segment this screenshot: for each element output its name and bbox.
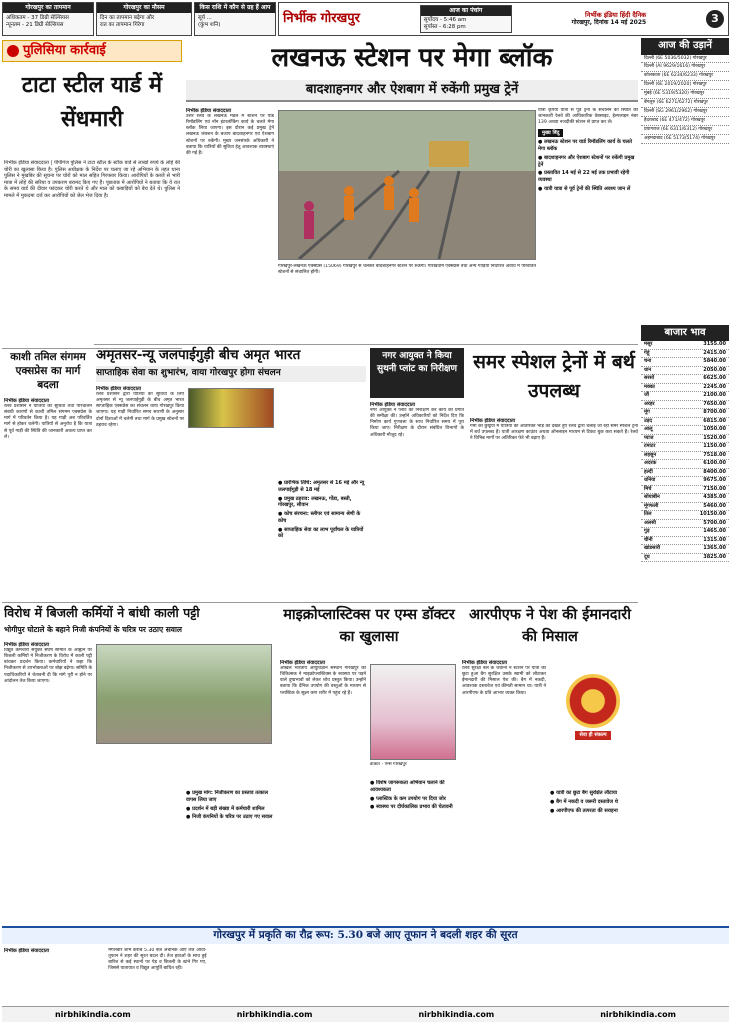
kashi-text: रेलवे प्रशासन ने यात्रियों की सुविधा तथा परिचालन संबंधी कारणों से काशी तमिल संगमम एक्सप्रेस के मार्ग में परिवर्तन किया है। यह गाड़ी अब परिवर्तित मार्ग से होकर चलेगी। यात्रियों से अनुरोध है कि यात्रा से पूर्व गाड़ी की स्थिति की जानकारी अवश्य प्राप्त कर लें। — [4, 404, 92, 440]
amrit-highlight: ● कोच संरचना: स्लीपर एवं सामान्य श्रेणी के कोच — [278, 511, 366, 525]
market-row — [641, 511, 729, 520]
bijli-headline-box — [4, 604, 274, 624]
market-item: उड़द — [644, 417, 653, 424]
market-price: 2100.00 — [703, 392, 726, 398]
market-item: सरसों — [644, 375, 655, 381]
samar-body — [470, 418, 638, 598]
amrit-subhead: साप्ताहिक सेवा का शुभारंभ, वाया गोरखपुर होगा संचलन — [96, 368, 281, 378]
market-row — [641, 443, 729, 452]
market-price: 7150.00 — [703, 485, 726, 492]
bijli-col1 — [4, 642, 92, 924]
market-price: 3825.00 — [703, 553, 726, 560]
micro-byline: निर्भीक इंडिया संवाददाता — [280, 660, 326, 666]
temperature-box — [2, 2, 94, 36]
market-price: 1150.00 — [703, 443, 726, 449]
flight-item: अहमदाबाद (6E 5173/5174) गोरखपुर — [641, 135, 729, 144]
lead-col1 — [186, 108, 274, 258]
rpf-highlights — [550, 790, 638, 814]
flight-item: कोलकाता (6E 6234/6233) गोरखपुर — [641, 72, 729, 81]
market-item: आलू — [644, 426, 653, 432]
market-row — [641, 469, 729, 478]
market-row — [641, 486, 729, 495]
doctor-caption: डॉक्टर - एम्स गोरखपुर — [370, 762, 407, 767]
amrit-col1 — [96, 386, 184, 596]
market-list — [641, 341, 729, 562]
market-price: 2050.00 — [703, 366, 726, 373]
market-row — [641, 545, 729, 554]
market-item: मक्का — [644, 383, 655, 390]
weather-title: गोरखपुर का मौसम — [97, 3, 191, 13]
tata-story-headline-box — [4, 68, 180, 158]
bottom-headline-band — [2, 926, 729, 944]
rpf-byline: निर्भीक इंडिया संवाददाता — [462, 660, 508, 666]
micro-highlight: ● प्लास्टिक के कम उपयोग पर दिया जोर — [370, 796, 456, 803]
lead-body-under-photo — [278, 264, 536, 342]
flights-list — [641, 55, 729, 321]
temperature-title: गोरखपुर का तापमान — [3, 3, 93, 13]
market-item: मसूर — [644, 341, 653, 347]
market-price: 8400.00 — [703, 468, 726, 475]
flight-item: दिल्ली (SG 2961/2962) गोरखपुर — [641, 108, 729, 117]
lead-highlight: ● प्रस्तावित 14 मई से 22 मई तक प्रभावी रहेगी व्यवस्था — [538, 170, 638, 184]
market-price: 7650.00 — [703, 400, 726, 407]
market-item: खांडसारी — [644, 545, 661, 551]
market-row — [641, 520, 729, 529]
market-price: 1465.00 — [703, 528, 726, 534]
panchang-box — [420, 5, 512, 33]
amrit-highlights — [278, 480, 366, 540]
lead-subhead: बादशाहनगर और ऐशबाग में रुकेंगी प्रमुख ट्रेनें — [305, 82, 519, 97]
amrit-body: रेलवे प्रशासन द्वारा यात्रियों की सुविधा के लिए अमृतसर से न्यू जलपाईगुड़ी के बीच अमृत भारत साप्ताहिक एक्सप्रेस का संचलन वाया गोरखपुर किया जाएगा। यह गाड़ी निर्धारित समय सारणी के अनुसार दोनों दिशाओं में चलेगी तथा मार्ग के प्रमुख स्टेशनों पर ठहराव रहेगा। — [96, 392, 184, 428]
min-temp: न्यूनतम - 21 डिग्री सेल्सियस — [6, 22, 64, 29]
page-number: 3 — [706, 10, 724, 28]
market-item: तिल — [644, 511, 652, 517]
market-row — [641, 401, 729, 410]
rpf-body: रेलवे सुरक्षा बल के जवानों ने स्टेशन पर यात्री का छूटा हुआ बैग सुरक्षित उसके स्वामी को लौटाकर ईमानदारी की मिसाल पेश की। बैग में नकदी, आवश्यक दस्तावेज एवं कीमती सामान था। यात्री ने आरपीएफ के प्रति आभार व्यक्त किया। — [462, 666, 546, 696]
market-price: 5840.00 — [703, 358, 726, 364]
rashi-box — [194, 2, 276, 36]
doctor-caption-box — [370, 762, 456, 772]
market-row — [641, 409, 729, 418]
kashi-headline: काशी तमिल संगमम एक्सप्रेस का मार्ग बदला — [10, 351, 86, 392]
flight-item: दिल्ली (AI 9629/1616) गोरखपुर — [641, 63, 729, 72]
market-row — [641, 452, 729, 461]
bijli-highlights — [186, 790, 274, 821]
market-row — [641, 460, 729, 469]
micro-headline: माइक्रोप्लास्टिक्स पर एम्स डॉक्टर का खुलासा — [283, 606, 455, 645]
lead-highlight: ● बादशाहनगर और ऐशबाग स्टेशनों पर रुकेंगी प्रमुख ट्रेनें — [538, 155, 638, 169]
kicker-text: पुलिसिया कार्रवाई — [23, 42, 106, 58]
market-item: सोयाबीन — [644, 494, 660, 500]
bottom-headline: गोरखपुर में प्रकृति का रौद्र रूप: 5.30 बजे आए तूफान ने बदली शहर की सूरत — [213, 929, 518, 942]
lead-col-right — [538, 108, 638, 288]
rpf-badge-text: सेवा ही संकल्प — [575, 731, 610, 739]
market-item: धनिया — [644, 477, 656, 483]
rpf-emblem-icon — [566, 674, 620, 728]
rashi-line1: सूर्य ... — [198, 14, 212, 21]
amrit-train-photo — [188, 388, 274, 428]
samar-headline: समर स्पेशल ट्रेनों में बर्थ उपलब्ध — [473, 351, 635, 403]
bijli-headline: विरोध में बिजली कर्मियों ने बांधी काली पट्टी — [4, 605, 200, 620]
weather-box — [96, 2, 192, 36]
micro-highlights-box — [370, 780, 456, 922]
market-row — [641, 392, 729, 401]
market-item: लहसुन — [644, 451, 657, 458]
amrit-headline: अमृतसर-न्यू जलपाईगुड़ी बीच अमृत भारत — [96, 347, 301, 363]
amrit-subhead-box — [96, 366, 366, 382]
micro-highlight: ● विशेष जागरूकता अभियान चलाने की आवश्यकता — [370, 780, 456, 794]
market-price: 5460.00 — [703, 502, 726, 509]
kashi-headline-box — [4, 350, 92, 394]
nagar-body — [370, 402, 464, 598]
market-item: चना — [644, 358, 652, 364]
bijli-highlight: ● प्रमुख मांग: निजीकरण का प्रस्ताव तत्काल वापस लिया जाए — [186, 790, 274, 804]
rpf-highlight: ● यात्री का छूटा बैग सुरक्षित लौटाया — [550, 790, 638, 797]
market-row — [641, 341, 729, 350]
sunrise: सूर्योदय - 5:46 am — [423, 16, 467, 23]
bottom-text: मंगलवार शाम करीब 5.30 बजे अचानक आए तेज आंधी-तूफान ने शहर की सूरत बदल दी। तेज हवाओं के साथ हुई बारिश से कई स्थानों पर पेड़ व बिजली के खंभे गिर गए, जिससे यातायात व विद्युत आपूर्ति बाधित रही। — [108, 948, 207, 972]
bijli-subhead-box — [4, 624, 274, 638]
panchang-title: आज का पंचांग — [421, 6, 511, 16]
market-item: हल्दी — [644, 468, 653, 475]
market-row — [641, 375, 729, 384]
edition-name: निर्भीक इंडिया हिंदी दैनिक — [585, 11, 647, 20]
lead-highlight: ● यात्री यात्रा से पूर्व ट्रेनों की स्थिति अवश्य जान लें — [538, 186, 638, 193]
market-item: चीनी — [644, 536, 653, 543]
bottom-byline: निर्भीक इंडिया संवाददाता — [4, 948, 50, 954]
footer-url[interactable]: nirbhikindia.com — [600, 1009, 677, 1019]
nagar-byline: निर्भीक इंडिया संवाददाता — [370, 402, 416, 408]
samar-byline: निर्भीक इंडिया संवाददाता — [470, 418, 516, 424]
amrit-highlights-box — [278, 480, 366, 600]
market-item: प्याज — [644, 434, 654, 441]
footer — [2, 1006, 729, 1022]
market-item: मूंगफली — [644, 502, 659, 509]
bijli-byline: निर्भीक इंडिया संवाददाता — [4, 642, 50, 648]
market-price: 3155.00 — [703, 341, 726, 347]
market-row — [641, 418, 729, 427]
market-price: 2415.00 — [703, 349, 726, 356]
market-price: 10150.00 — [699, 511, 726, 517]
lead-highlights-title: मुख्य बिंदु — [538, 129, 563, 137]
market-item: मूंग — [644, 409, 650, 415]
kashi-body — [4, 398, 92, 618]
micro-body: अखिल भारतीय आयुर्विज्ञान संस्थान गोरखपुर की चिकित्सक ने माइक्रोप्लास्टिक्स के स्वास्थ्य पर पड़ने वाले दुष्प्रभावों को लेकर शोध प्रस्तुत किया। उन्होंने बताया कि दैनिक उपयोग की वस्तुओं के माध्यम से प्लास्टिक के सूक्ष्म कण शरीर में पहुंच रहे हैं। — [280, 666, 366, 696]
market-row — [641, 477, 729, 486]
doctor-portrait-photo — [370, 664, 456, 760]
flight-item: बेंगलुरु (6E 6271/6272) गोरखपुर — [641, 99, 729, 108]
amrit-highlight: ● प्रारंभिक तिथि: अमृतसर से 16 मई और न्यू जलपाईगुड़ी से 18 मई — [278, 480, 366, 494]
amrit-highlight: ● साप्ताहिक सेवा का लाभ पूर्वांचल के यात्रियों को — [278, 527, 366, 541]
market-row — [641, 384, 729, 393]
bijli-subhead: भोगीपुर घोटाले के बहाने निजी कंपनियों के चरित्र पर उठाए सवाल — [4, 625, 182, 634]
right-column — [641, 38, 729, 926]
lead-body1: उत्तर रेलवे के लखनऊ मंडल में स्टेशन पर यार्ड रिमॉडलिंग एवं नॉन इंटरलॉकिंग कार्य के चलते मेगा ब्लॉक लिया जाएगा। इस दौरान कई प्रमुख ट्रेनें लखनऊ जंक्शन के बजाय बादशाहनगर एवं ऐशबाग स्टेशनों पर रुकेंगी। मुख्य जनसंपर्क अधिकारी ने बताया कि यात्रियों की सुविधा हेतु आवश्यक व्यवस्थाएं की गई हैं। — [186, 114, 274, 156]
rpf-highlight: ● बैग में नकदी व जरूरी दस्तावेज थे — [550, 799, 638, 806]
lead-headline: लखनऊ स्टेशन पर मेगा ब्लॉक — [271, 43, 553, 73]
flights-title: आज की उड़ानें — [641, 38, 729, 55]
tata-body: निर्भीक इंडिया संवाददाता | पीपीगंज पुलिस ने टाटा स्टील के स्टॉक यार्ड से लाखों रुपये के लोहे की चोरी का खुलासा किया है। पुलिस अधीक्षक के निर्देश पर चलाए जा रहे अभियान के तहत थाना पुलिस ने मुखबिर की सूचना पर चोरों को माल सहित गिरफ्तार किया। आरोपियों के कब्जे से भारी मात्रा में लोहे की सरिया व उपकरण बरामद किए गए हैं। पूछताछ में आरोपियों ने बताया कि वे रात के समय यार्ड की दीवार फांदकर चोरी करते थे और माल को कबाड़ियों को बेच देते थे। पुलिस ने मामले में मुकदमा दर्ज कर आरोपियों को जेल भेज दिया है। — [4, 160, 180, 199]
railway-track-photo — [278, 110, 536, 260]
police-badge-icon — [7, 45, 19, 57]
market-item: अलसी — [644, 519, 656, 526]
market-item: टमाटर — [644, 443, 656, 449]
market-item: गेहूं — [644, 349, 650, 356]
market-row — [641, 426, 729, 435]
market-price: 5700.00 — [703, 519, 726, 526]
samar-text: गर्मी की छुट्टियों में यात्रियों की अतिरिक्त भीड़ को देखते हुए रेलवे द्वारा चलाई जा रही समर स्पेशल ट्रेनों में बर्थ उपलब्ध हैं। यात्री आरक्षण काउंटर अथवा ऑनलाइन माध्यम से टिकट बुक करा सकते हैं। रेलवे ने विभिन्न मार्गों पर अतिरिक्त फेरे भी बढ़ाए हैं। — [470, 424, 638, 442]
nagar-text: नगर आयुक्त ने प्लांट का निरीक्षण कर कार्य की प्रगति की समीक्षा की। उन्होंने अधिकारियों को निर्देश दिए कि निर्माण कार्य गुणवत्ता के साथ निर्धारित समय में पूरा किया जाए। निरीक्षण के दौरान संबंधित विभागों के अधिकारी मौजूद रहे। — [370, 408, 464, 438]
market-price: 9675.00 — [703, 477, 726, 483]
market-row — [641, 435, 729, 444]
rpf-headline-box — [462, 604, 638, 656]
lead-body2: गोरखपुर-लखनऊ एक्सप्रेस (15069) गोरखपुर से चलकर बादशाहनगर स्टेशन पर रुकेगी। गोरखधाम एक्सप्रेस तथा अन्य गाड़ियां निर्धारित अवधि में परिवर्तित स्टेशनों से संचालित होंगी। — [278, 264, 536, 276]
amrit-highlight: ● प्रमुख ठहराव: लखनऊ, गोंडा, बस्ती, गोरखपुर, सीवान — [278, 496, 366, 510]
market-price: 6625.00 — [703, 375, 726, 381]
market-row — [641, 503, 729, 512]
market-item: मिर्च — [644, 485, 652, 492]
market-item: अरहर — [644, 400, 655, 407]
market-price: 4385.00 — [703, 494, 726, 500]
market-row — [641, 537, 729, 546]
flight-item: मुंबई (6E 5319/5320) गोरखपुर — [641, 90, 729, 99]
market-price: 1365.00 — [703, 545, 726, 551]
tata-story-body — [4, 160, 180, 346]
rpf-headline: आरपीएफ ने पेश की ईमानदारी की मिसाल — [469, 606, 631, 645]
market-price: 1520.00 — [703, 434, 726, 441]
samar-headline-box — [470, 348, 638, 414]
kashi-byline: निर्भीक इंडिया संवाददाता — [4, 398, 50, 404]
lead-body3: यात्री कृपया यात्रा से पूर्व ट्रेनों के संचालन की स्थिति की जानकारी रेलवे की आधिकारिक वेबसाइट, हेल्पलाइन नंबर 139 अथवा नजदीकी स्टेशन से प्राप्त कर लें। — [538, 108, 638, 126]
bijli-protest-photo — [96, 644, 272, 744]
market-price: 2245.00 — [703, 383, 726, 390]
masthead — [278, 2, 729, 36]
amrit-headline-box — [96, 346, 366, 366]
max-temp: अधिकतम - 37 डिग्री सेल्सियस — [6, 14, 69, 21]
lead-byline: निर्भीक इंडिया संवाददाता — [186, 108, 232, 114]
bijli-highlights-box — [186, 790, 274, 920]
micro-headline-box — [280, 604, 458, 656]
masthead-strip — [2, 2, 729, 36]
bijli-body: विद्युत कर्मचारी संयुक्त संघर्ष समिति के आह्वान पर बिजली कर्मियों ने निजीकरण के विरोध में काली पट्टी बांधकर प्रदर्शन किया। कर्मचारियों ने कहा कि निजीकरण से उपभोक्ताओं पर बोझ बढ़ेगा। समिति के पदाधिकारियों ने चेतावनी दी कि मांगे पूरी न होने पर आंदोलन तेज किया जाएगा। — [4, 648, 92, 684]
paper-logo: निर्भीक गोरखपुर — [283, 10, 360, 26]
market-price: 1050.00 — [703, 426, 726, 432]
market-item: अदरक — [644, 460, 657, 466]
market-item: दूध — [644, 553, 650, 560]
bijli-highlight: ● निजी कंपनियों के चरित्र पर उठाए गए सवाल — [186, 814, 274, 821]
market-row — [641, 494, 729, 503]
flight-item: दिल्ली (6E 2019/2020) गोरखपुर — [641, 81, 729, 90]
micro-col1 — [280, 660, 366, 922]
bottom-body — [4, 948, 728, 1004]
market-price: 1315.00 — [703, 536, 726, 543]
weather-line2: रात का तापमान गिरेगा — [100, 22, 145, 29]
footer-url[interactable]: nirbhikindia.com — [418, 1009, 495, 1019]
rpf-logo-box — [550, 664, 636, 750]
micro-highlights — [370, 780, 456, 811]
market-row — [641, 350, 729, 359]
micro-highlight: ● स्वास्थ्य पर दीर्घकालिक प्रभाव की चेतावनी — [370, 804, 456, 811]
nagar-headline-box — [370, 348, 464, 398]
flight-item: प्रयागराज (6E 6311/6312) गोरखपुर — [641, 126, 729, 135]
footer-url[interactable]: nirbhikindia.com — [54, 1009, 131, 1019]
market-price: 8700.00 — [703, 409, 726, 415]
rashi-line2: (कुंभ शनि) — [198, 22, 221, 29]
track-workers-illustration — [279, 111, 535, 259]
footer-url[interactable]: nirbhikindia.com — [236, 1009, 313, 1019]
sunset: सूर्यास्त - 6:28 pm — [423, 24, 466, 31]
kicker-band — [2, 40, 182, 62]
dateline: गोरखपुर, दिनांक 14 मई 2025 — [571, 19, 647, 27]
lead-subhead-box — [186, 80, 638, 102]
amrit-byline: निर्भीक इंडिया संवाददाता — [96, 386, 142, 392]
bijli-highlight: ● प्रदर्शन में बड़ी संख्या में कर्मचारी शामिल — [186, 806, 274, 813]
market-price: 7518.00 — [703, 451, 726, 458]
nagar-headline: नगर आयुक्त ने किया सुथनी प्लांट का निरीक्षण — [376, 351, 457, 374]
market-price: 6100.00 — [703, 460, 726, 466]
market-item: गुड़ — [644, 528, 650, 534]
market-row — [641, 367, 729, 376]
weather-line1: दिन का तापमान बढ़ेगा और — [100, 14, 155, 21]
market-title: बाजार भाव — [641, 325, 729, 342]
lead-highlights — [538, 139, 638, 192]
market-price: 6815.00 — [703, 417, 726, 424]
market-row — [641, 528, 729, 537]
lead-highlight: ● लखनऊ स्टेशन पर यार्ड रिमॉडलिंग कार्य के चलते मेगा ब्लॉक — [538, 139, 638, 153]
flight-item: हैदराबाद (6E 471/472) गोरखपुर — [641, 117, 729, 126]
rpf-highlight: ● आरपीएफ की तत्परता की सराहना — [550, 808, 638, 815]
lead-headline-box — [186, 40, 638, 80]
tata-headline: टाटा स्टील यार्ड में सेंधमारी — [21, 72, 163, 133]
rpf-highlights-box — [550, 790, 638, 922]
rpf-col1 — [462, 660, 546, 922]
market-row — [641, 554, 729, 563]
flight-item: दिल्ली (6E 5036/5032) गोरखपुर — [641, 55, 729, 64]
market-row — [641, 358, 729, 367]
market-item: धान — [644, 366, 652, 373]
market-item: जौ — [644, 392, 650, 398]
rashi-title: किस राशि में कौन से ग्रह हैं आप — [195, 3, 275, 13]
